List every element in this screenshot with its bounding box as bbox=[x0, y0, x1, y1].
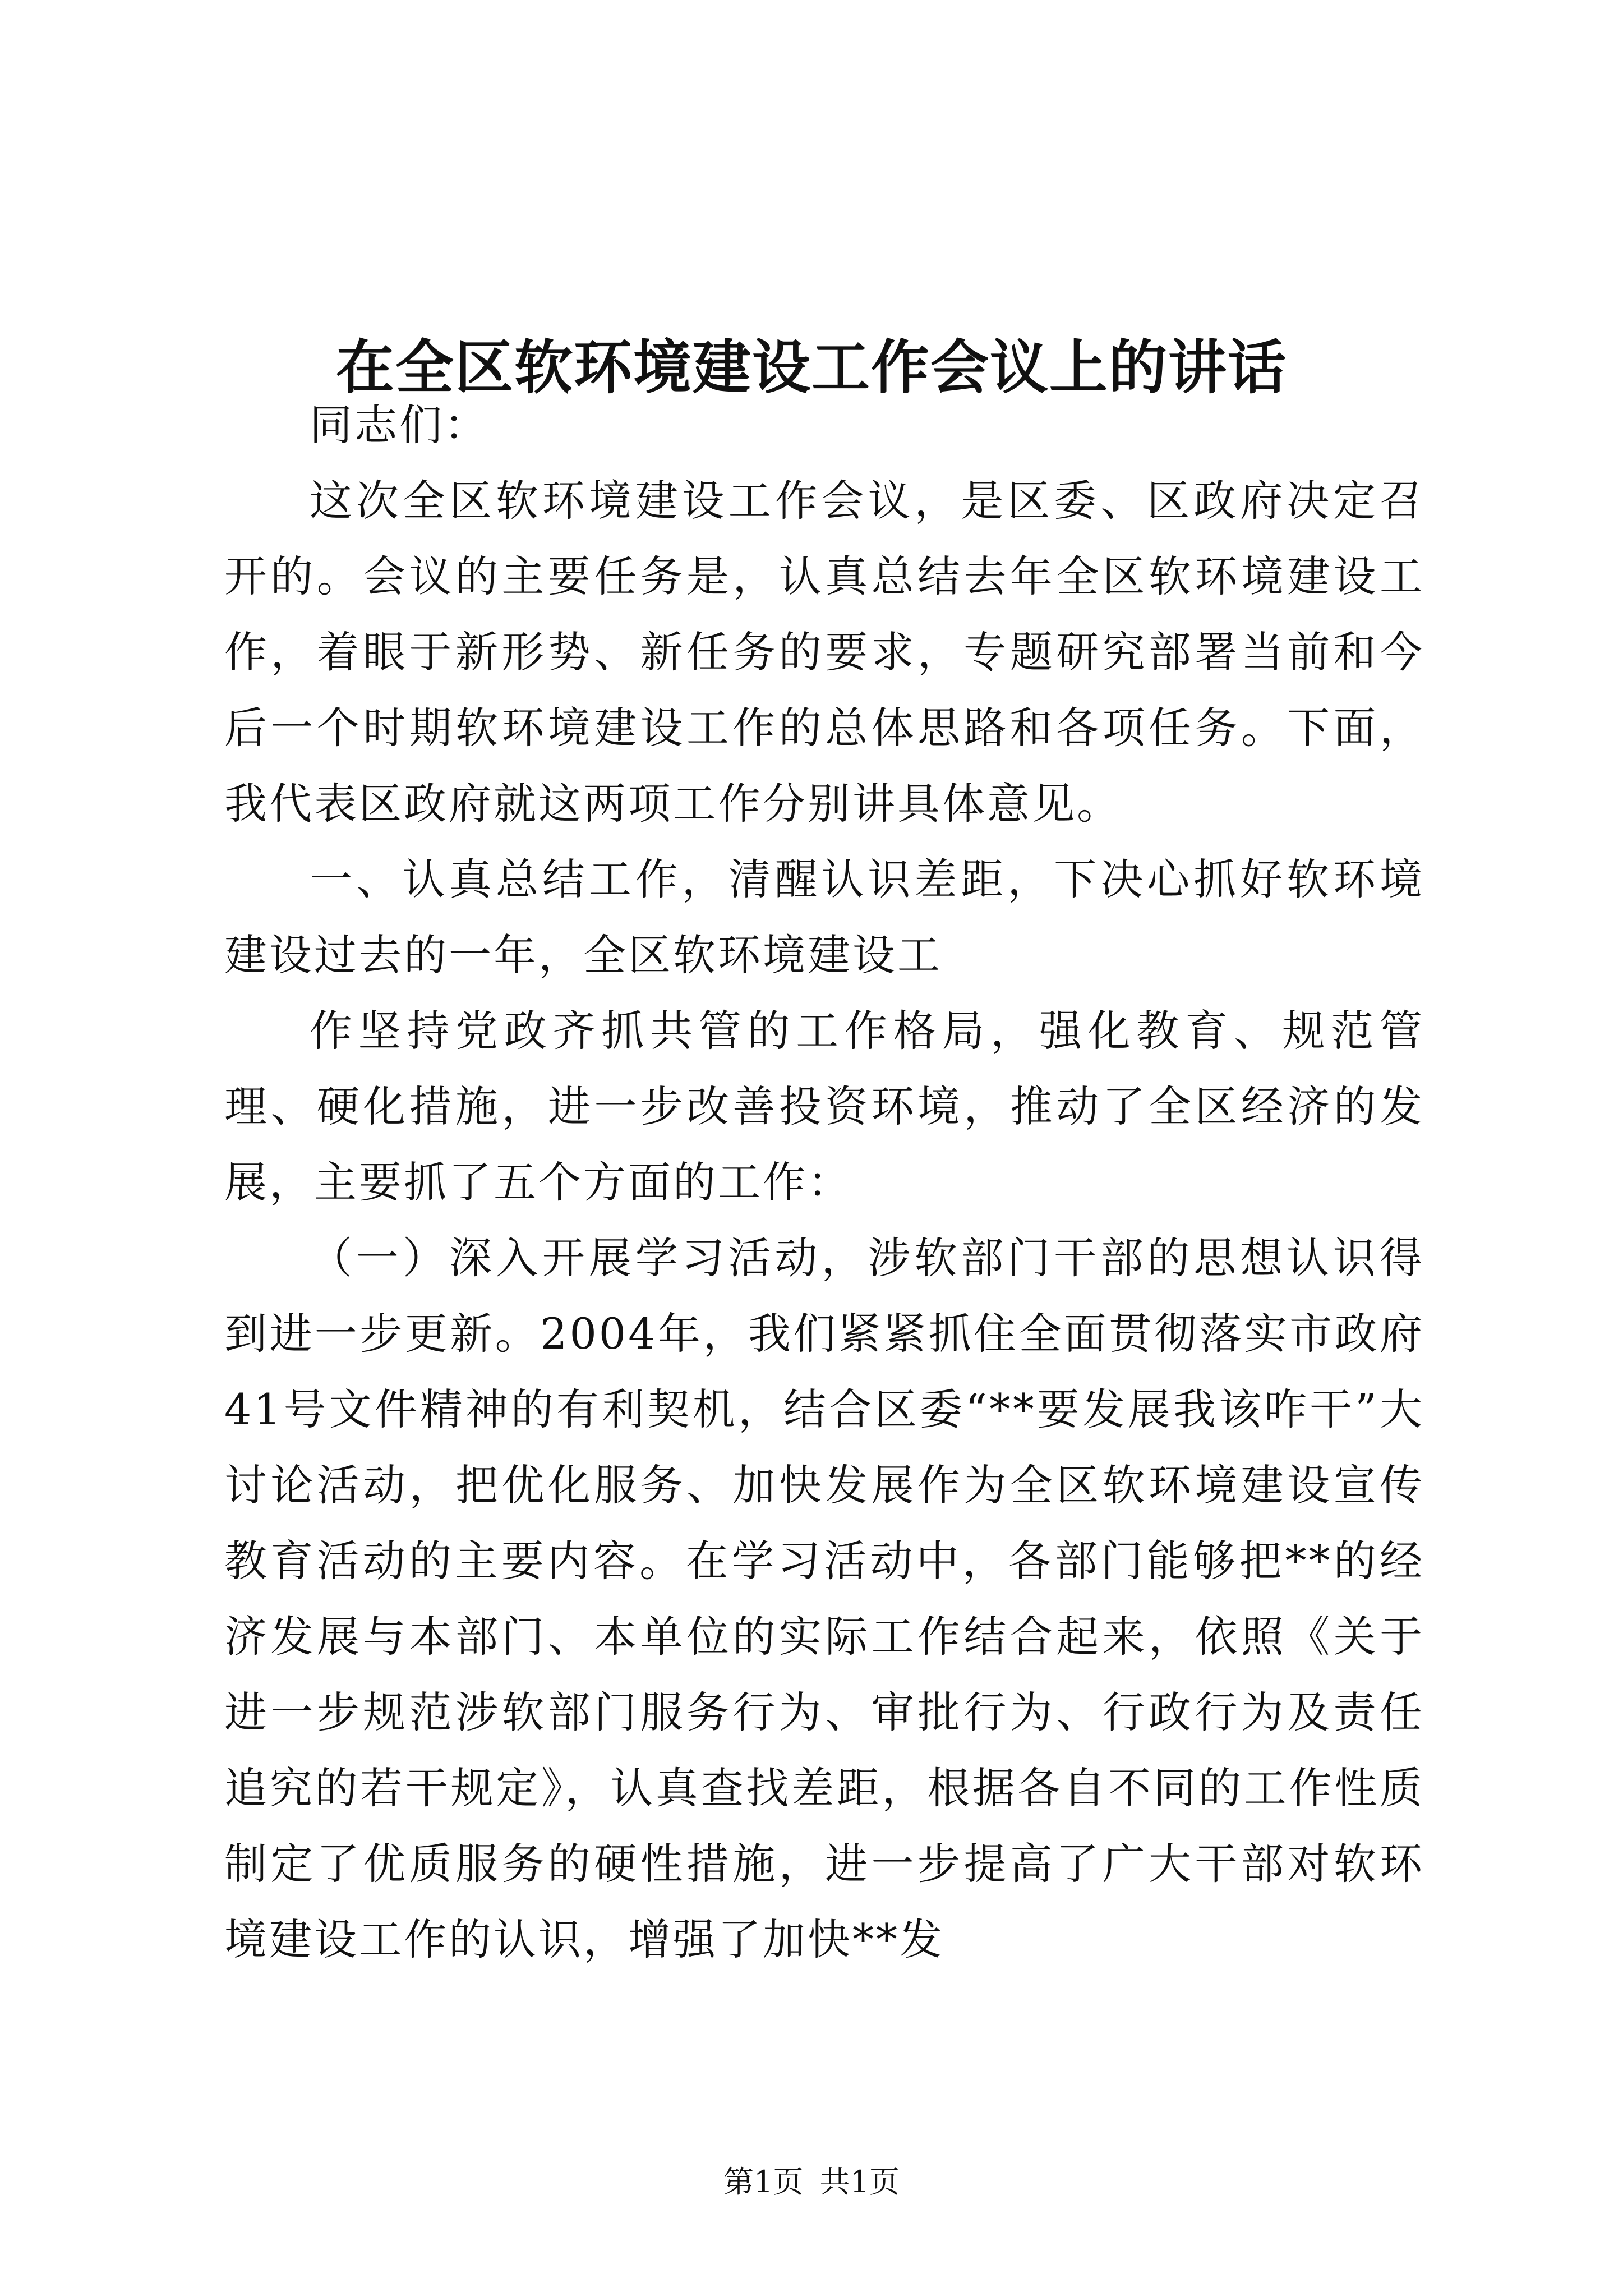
subsection-one-paragraph: （一）深入开展学习活动，涉软部门干部的思想认识得到进一步更新。2004年，我们紧紧抓住全面贯彻落实市政府41号文件精神的有利契机，结合区委“**要发展我该咋干”大讨论活动，把优化服务、加快发展作为全区软环境建设宣传教育活动的主要内容。在学习活动中，各部门能够把**的经济发展与本部门、本单位的实际工作结合起来，依照《关于进一步规范涉软部门服务行为、审批行为、行政行为及责任追究的若干规定》，认真查找差距，根据各自不同的工作性质制定了优质服务的硬性措施，进一步提高了广大干部对软环境建设工作的认识，增强了加快**发 bbox=[224, 1233, 1424, 1964]
intro-paragraph: 这次全区软环境建设工作会议，是区委、区政府决定召开的。会议的主要任务是，认真总结去年全区软环境建设工作，着眼于新形势、新任务的要求，专题研究部署当前和今后一个时期软环境建设工作的总体思路和各项任务。下面，我代表区政府就这两项工作分别讲具体意见。 bbox=[224, 476, 1424, 829]
page-number: 第1页 bbox=[723, 2164, 804, 2200]
salutation-paragraph: 同志们： bbox=[310, 400, 489, 450]
section-one-heading-paragraph: 一、认真总结工作，清醒认识差距，下决心抓好软环境建设过去的一年，全区软环境建设工 bbox=[224, 854, 1424, 980]
page-total: 共1页 bbox=[819, 2164, 900, 2200]
document-body bbox=[224, 387, 1424, 1977]
document-title: 在全区软环境建设工作会议上的讲话 bbox=[335, 332, 1287, 402]
page-footer bbox=[0, 2160, 1623, 2205]
section-one-summary-paragraph: 作坚持党政齐抓共管的工作格局，强化教育、规范管理、硬化措施，进一步改善投资环境，推动了全区经济的发展，主要抓了五个方面的工作： bbox=[224, 1006, 1424, 1207]
